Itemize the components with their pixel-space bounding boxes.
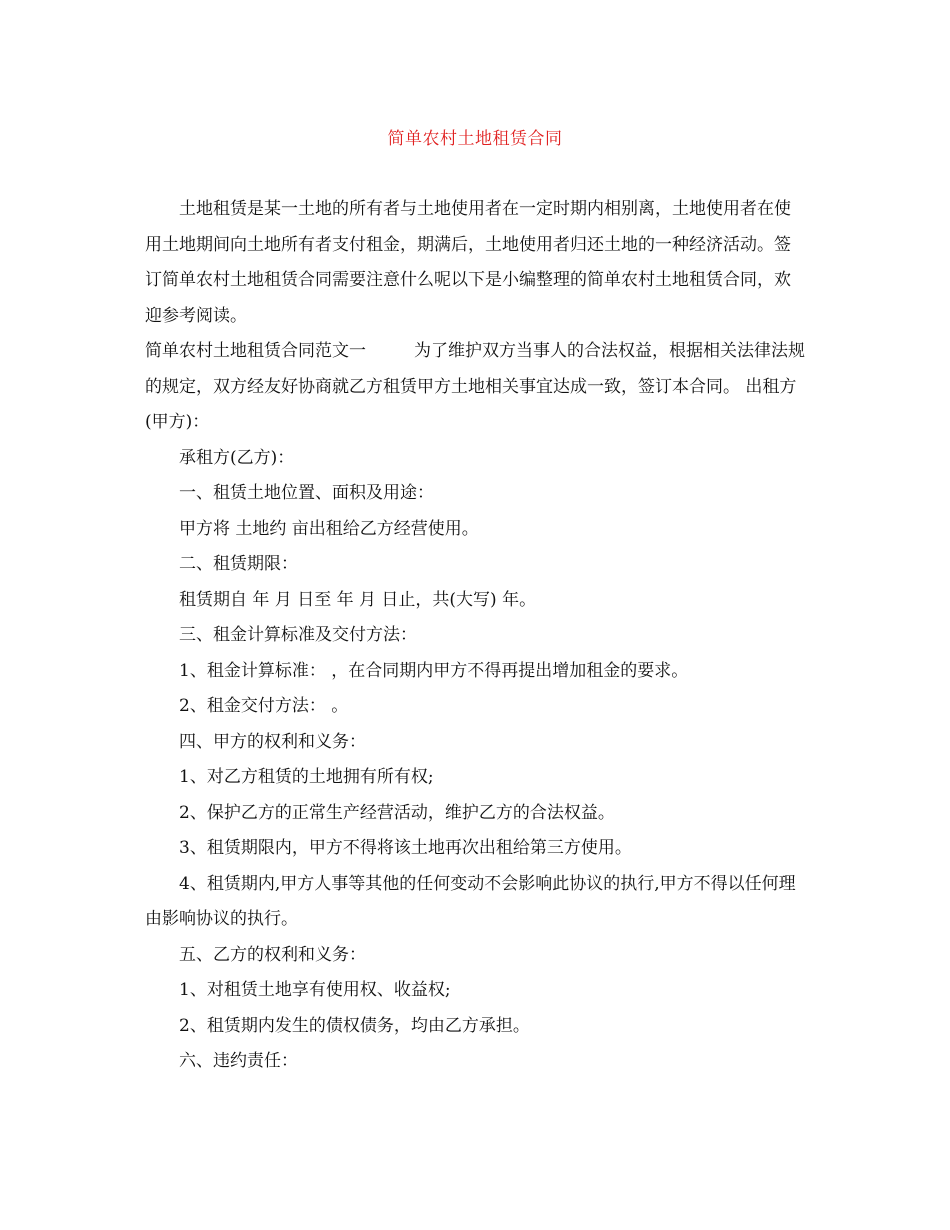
paragraph: 1、对乙方租赁的土地拥有所有权;	[179, 767, 434, 787]
document-title: 简单农村土地租赁合同	[387, 129, 563, 149]
section-heading: 五、乙方的权利和义务：	[179, 944, 366, 965]
paragraph: 2、租赁期内发生的债权债务，均由乙方承担。	[179, 1015, 530, 1036]
paragraph: 租赁期自 年 月 日至 年 月 日止，共(大写) 年。	[179, 589, 537, 610]
section-heading: 四、甲方的权利和义务：	[179, 731, 366, 752]
paragraph: 4、租赁期内,甲方人事等其他的任何变动不会影响此协议的执行,甲方不得以任何理由影响协议的执行。	[145, 873, 796, 929]
paragraph: 2、租金交付方法： 。	[179, 696, 349, 716]
paragraph: 1、对租赁土地享有使用权、收益权;	[179, 980, 451, 1000]
sample-intro: 为了维护双方当事人的合法权益，根据相关法律法规的规定，双方经友好协商就乙方租赁甲方土地相关事宜达成一致，签订本合同。 出租方(甲方)：	[145, 341, 805, 432]
section-heading: 一、租赁土地位置、面积及用途：	[179, 483, 434, 503]
paragraph: 承租方(乙方)：	[179, 447, 295, 468]
paragraph: 2、保护乙方的正常生产经营活动，维护乙方的合法权益。	[179, 802, 615, 823]
paragraph: 3、租赁期限内，甲方不得将该土地再次出租给第三方使用。	[179, 838, 632, 858]
paragraph: 甲方将 土地约 亩出租给乙方经营使用。	[179, 518, 479, 539]
section-heading: 二、租赁期限：	[179, 554, 298, 574]
paragraph: 1、租金计算标准： ，在合同期内甲方不得再提出增加租金的要求。	[179, 660, 689, 681]
section-heading: 三、租金计算标准及交付方法：	[179, 625, 417, 645]
document-body	[145, 192, 805, 1080]
intro-paragraph: 土地租赁是某一土地的所有者与土地使用者在一定时期内相别离，土地使用者在使用土地期间向土地所有者支付租金，期满后，土地使用者归还土地的一种经济活动。签订简单农村土地租赁合同需要注意什么呢以下是小编整理的简单农村土地租赁合同，欢迎参考阅读。	[145, 199, 791, 326]
sample-paragraph	[145, 334, 805, 441]
sample-heading: 简单农村土地租赁合同范文一	[145, 341, 366, 361]
section-heading: 六、违约责任：	[179, 1051, 298, 1071]
